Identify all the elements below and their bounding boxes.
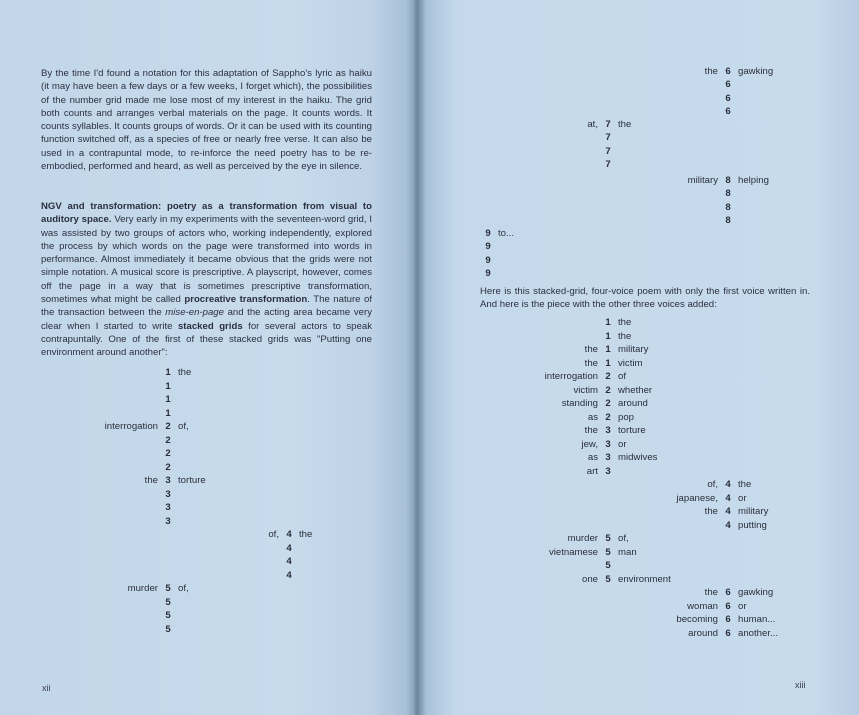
grid-word-left: the (704, 506, 718, 517)
grid-line (618, 627, 778, 641)
grid-line (618, 187, 738, 201)
grid-line (618, 505, 768, 519)
grid-line (498, 465, 618, 479)
grid-line (498, 145, 618, 159)
grid-number: 3 (165, 515, 171, 527)
page-number-right: xiii (795, 680, 806, 690)
grid-word-left: standing (561, 398, 598, 409)
grid-number: 6 (725, 627, 731, 639)
grid-number: 3 (165, 488, 171, 500)
grid-line (618, 478, 751, 492)
grid-number: 9 (485, 267, 491, 279)
grid-number: 7 (605, 119, 611, 130)
paragraph-ngv (41, 200, 372, 360)
grid-line (414, 267, 498, 281)
grid-number: 6 (725, 600, 731, 612)
grid-line (618, 600, 747, 614)
grid-line (58, 488, 178, 502)
grid-number: 9 (485, 241, 491, 253)
grid-line (498, 438, 627, 452)
grid-word-right: whether (618, 384, 653, 396)
paragraph-ngv-text-a: Very early in my experiments with the seventeen-word grid, I was assisted by two groups of actors who, working independently, explored the process by which words on the page were transformed into words in performance. Almost immediately it became obvious that the grids were not simple notation. A musical score is prescriptive. A playscript, however, comes off the page in a way that is sometimes prescriptive transformation, sometimes what might be called (41, 214, 372, 306)
paragraph-ngv-text-b: . The nature of the transaction between the (41, 294, 372, 319)
grid-line (618, 519, 767, 533)
grid-line (498, 573, 671, 587)
grid-word-right: victim (618, 357, 643, 369)
grid-line (58, 380, 178, 394)
grid-line (618, 586, 773, 600)
grid-word-left: art (586, 465, 598, 477)
grid-number: 2 (165, 434, 171, 446)
grid-line (618, 174, 769, 188)
grid-number: 2 (165, 448, 171, 459)
grid-word-right: the (299, 529, 313, 540)
grid-number: 7 (605, 158, 611, 170)
grid-number: 5 (165, 583, 171, 594)
grid-number: 1 (605, 357, 611, 369)
grid-word-left: the (584, 357, 598, 369)
grid-word-left: murder (567, 533, 598, 544)
grid-number: 4 (725, 479, 731, 490)
grid-line (498, 411, 634, 425)
grid-number: 3 (165, 475, 171, 486)
grid-number: 2 (165, 461, 171, 473)
grid-number: 2 (605, 411, 611, 423)
grid-word-right: military (738, 506, 769, 517)
paragraph-stacked-grid: Here is this stacked-grid, four-voice poem with only the first voice written in. And here is the piece with the other three voices added: (480, 286, 810, 311)
grid-number: 5 (165, 596, 171, 608)
grid-number: 6 (725, 614, 731, 625)
grid-line (498, 131, 618, 145)
grid-word-right: of, (178, 421, 189, 432)
grid-word-right: midwives (618, 452, 658, 463)
grid-number: 5 (605, 573, 611, 585)
grid-number: 7 (605, 145, 611, 157)
grid-line (58, 366, 191, 380)
grid-number: 3 (605, 438, 611, 450)
grid-number: 8 (725, 214, 731, 226)
grid-line (179, 542, 299, 556)
grid-number: 3 (605, 465, 611, 477)
paragraph-ngv-bold-procreative: procreative transformation (184, 294, 308, 306)
grid-number: 5 (165, 610, 171, 621)
grid-line (618, 105, 738, 119)
grid-word-left: becoming (676, 614, 718, 625)
grid-number: 4 (286, 542, 292, 554)
grid-number: 1 (605, 344, 611, 355)
grid-line (58, 393, 178, 407)
grid-line (498, 424, 646, 438)
grid-word-left: vietnamese (548, 546, 598, 558)
grid-number: 6 (725, 92, 731, 104)
grid-number: 4 (725, 492, 731, 504)
grid-line (58, 501, 178, 515)
grid-number: 9 (485, 228, 491, 239)
grid-line (58, 407, 178, 421)
grid-line (179, 555, 299, 569)
grid-word-left: interrogation (104, 421, 158, 432)
grid-number: 9 (485, 254, 491, 266)
grid-word-left: victim (573, 384, 598, 396)
grid-line (414, 227, 514, 241)
grid-line (498, 384, 652, 398)
grid-word-right: human... (738, 614, 776, 625)
grid-number: 8 (725, 201, 731, 213)
grid-line (498, 532, 629, 546)
paragraph-ngv-text-c: and the acting area became very clear when I started to write (41, 307, 372, 332)
grid-number: 1 (165, 394, 171, 405)
grid-number: 2 (605, 371, 611, 382)
grid-line (618, 214, 738, 228)
grid-line (498, 343, 648, 357)
grid-word-right: another... (738, 627, 779, 639)
grid-word-left: the (704, 66, 718, 77)
grid-word-right: of, (618, 533, 629, 544)
grid-number: 4 (286, 569, 292, 581)
grid-line (58, 434, 178, 448)
grid-line (498, 559, 618, 573)
grid-number: 2 (605, 384, 611, 396)
grid-line (498, 397, 648, 411)
grid-word-left: interrogation (544, 371, 598, 382)
grid-word-right: pop (618, 411, 635, 423)
grid-number: 6 (725, 79, 731, 91)
grid-word-right: putting (738, 519, 767, 531)
grid-number: 6 (725, 66, 731, 77)
grid-word-right: gawking (738, 66, 774, 77)
grid-word-left: as (587, 452, 598, 463)
grid-number: 3 (165, 502, 171, 513)
grid-number: 3 (605, 452, 611, 463)
left-page (0, 0, 414, 715)
grid-number: 2 (165, 421, 171, 432)
paragraph-ngv-italic: mise-en-page (165, 307, 224, 319)
grid-number: 4 (725, 519, 731, 531)
grid-line (618, 65, 773, 79)
grid-number: 4 (725, 506, 731, 517)
grid-line (498, 118, 631, 132)
grid-word-left: the (584, 425, 598, 436)
grid-line (58, 447, 178, 461)
grid-word-right: around (618, 398, 648, 409)
grid-word-right: environment (618, 573, 671, 585)
grid-word-right: the (618, 330, 632, 342)
page-number-left: xii (42, 683, 51, 693)
grid-number: 5 (605, 560, 611, 571)
grid-word-left: murder (127, 583, 158, 594)
grid-word-left: woman (687, 600, 718, 612)
grid-line (58, 461, 178, 475)
grid-number: 6 (725, 105, 731, 117)
grid-word-right: the (618, 119, 632, 130)
grid-word-left: military (687, 175, 718, 186)
grid-number: 5 (165, 623, 171, 635)
grid-line (618, 78, 738, 92)
grid-word-left: at, (587, 119, 598, 130)
grid-line (498, 546, 637, 560)
grid-word-right: gawking (738, 587, 774, 598)
grid-line (414, 240, 498, 254)
grid-word-right: of, (178, 583, 189, 594)
paragraph-ngv-text-d: for several actors to speak contrapuntally. One of the first of these stacked grids was "Putting one environment around another": (41, 320, 372, 359)
grid-word-right: or (738, 600, 747, 612)
grid-word-left: the (704, 587, 718, 598)
grid-word-left: around (688, 627, 718, 639)
grid-word-right: man (618, 546, 637, 558)
grid-word-right: of (618, 371, 627, 382)
grid-line (618, 492, 747, 506)
grid-word-left: of, (268, 529, 279, 540)
grid-line (58, 623, 178, 637)
grid-word-right: the (618, 317, 632, 328)
grid-line (58, 582, 189, 596)
grid-number: 2 (605, 398, 611, 409)
grid-word-right: or (618, 438, 627, 450)
grid-number: 3 (605, 425, 611, 436)
grid-line (498, 357, 643, 371)
grid-line (498, 158, 618, 172)
grid-line (498, 330, 631, 344)
grid-line (58, 609, 178, 623)
grid-number: 8 (725, 175, 731, 186)
grid-word-right: to... (498, 228, 514, 239)
paragraph-sappho: By the time I'd found a notation for this adaptation of Sappho's lyric as haiku (it may have been a few days or a few weeks, I forget which), the possibilities of the number grid made me lose most of my interest in the haiku. The grid both counts and arranges verbal materials on the page. It counts words. It counts syllables. It counts groups of words. Or it can be used with its counting function switched off, as a species of free or nearly free verse. It can also be used in a contrapuntal mode, to re-inforce the need poetry has to be re-embodied, performed and heard, as well as perceived by the eye in silence. (41, 68, 372, 173)
grid-line (58, 596, 178, 610)
paragraph-ngv-bold-stacked: stacked grids (177, 320, 243, 332)
grid-line (498, 316, 631, 330)
grid-line (179, 528, 312, 542)
grid-word-left: one (581, 573, 598, 585)
grid-word-left: as (587, 411, 598, 423)
grid-word-right: torture (618, 425, 646, 436)
grid-line (618, 613, 775, 627)
grid-number: 5 (605, 546, 611, 558)
grid-line (618, 92, 738, 106)
grid-line (58, 420, 189, 434)
grid-word-left: japanese, (676, 492, 718, 504)
grid-word-right: the (178, 367, 192, 378)
grid-number: 5 (605, 533, 611, 544)
grid-line (414, 254, 498, 268)
grid-word-right: the (738, 479, 752, 490)
grid-word-left: the (144, 475, 158, 486)
grid-word-right: helping (738, 175, 769, 186)
book-gutter (406, 0, 426, 715)
grid-line (179, 569, 299, 583)
grid-number: 1 (605, 330, 611, 342)
grid-word-right: military (618, 344, 649, 355)
grid-number: 1 (165, 407, 171, 419)
grid-number: 4 (286, 529, 292, 540)
grid-number: 8 (725, 188, 731, 200)
grid-word-right: or (738, 492, 747, 504)
grid-word-left: of, (707, 479, 718, 490)
grid-line (498, 451, 657, 465)
paragraph-ngv-heading: NGV and transformation: poetry as a transformation from visual to auditory space. (41, 201, 372, 226)
grid-number: 1 (605, 317, 611, 328)
grid-number: 1 (165, 380, 171, 392)
grid-number: 7 (605, 132, 611, 144)
grid-word-left: jew, (581, 438, 598, 450)
grid-number: 4 (286, 556, 292, 567)
grid-line (498, 370, 626, 384)
grid-line (58, 515, 178, 529)
grid-word-left: the (584, 344, 598, 355)
grid-number: 6 (725, 587, 731, 598)
grid-line (618, 201, 738, 215)
right-page (414, 0, 859, 715)
grid-word-right: torture (178, 475, 206, 486)
grid-number: 1 (165, 367, 171, 378)
grid-line (58, 474, 206, 488)
